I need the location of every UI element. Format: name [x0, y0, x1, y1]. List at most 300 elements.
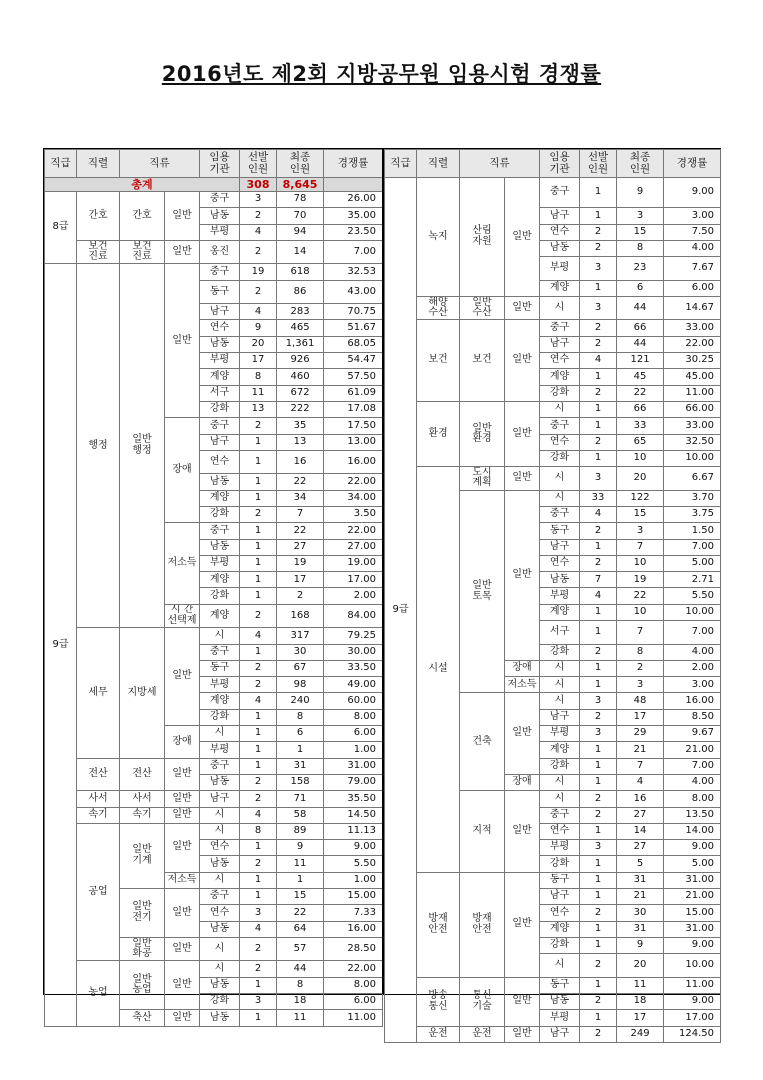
rate-cell: 6.67 [664, 467, 721, 491]
agency-cell: 남동 [200, 474, 240, 490]
selected-cell: 11 [240, 385, 277, 401]
agency-cell: 남구 [540, 539, 580, 555]
agency-cell: 남동 [540, 240, 580, 256]
rate-cell: 21.00 [664, 742, 721, 758]
final-cell: 9 [617, 178, 664, 208]
header-series: 직렬 [417, 150, 460, 178]
final-cell: 16 [617, 791, 664, 807]
rate-cell: 7.00 [664, 621, 721, 645]
rate-cell: 33.50 [324, 660, 383, 676]
agency-cell: 강화 [540, 937, 580, 953]
rate-cell: 6.00 [664, 280, 721, 296]
selected-cell: 4 [240, 304, 277, 320]
final-cell: 18 [617, 993, 664, 1009]
selected-cell: 20 [240, 336, 277, 352]
final-cell: 66 [617, 401, 664, 417]
selected-cell: 19 [240, 264, 277, 280]
class-sub-cell: 일반 [165, 823, 200, 872]
final-cell: 65 [617, 434, 664, 450]
final-cell: 29 [617, 726, 664, 742]
header-class: 직류 [120, 150, 200, 178]
agency-cell: 남동 [200, 774, 240, 790]
rate-cell: 1.50 [664, 523, 721, 539]
selected-cell: 17 [240, 353, 277, 369]
rate-cell: 9.00 [664, 840, 721, 856]
class-sub-cell: 일반 [505, 693, 540, 774]
selected-cell: 1 [240, 726, 277, 742]
agency-cell: 시 [540, 467, 580, 491]
selected-cell: 1 [580, 677, 617, 693]
selected-cell: 1 [240, 490, 277, 506]
series-cell: 속기 [77, 807, 120, 823]
rate-cell: 3.00 [664, 208, 721, 224]
final-cell: 34 [277, 490, 324, 506]
class-sub-cell: 일반 [165, 888, 200, 937]
agency-cell: 부평 [200, 224, 240, 240]
agency-cell: 계양 [200, 693, 240, 709]
header-agency: 임용 기관 [200, 150, 240, 178]
agency-cell: 계양 [540, 742, 580, 758]
final-cell: 15 [617, 506, 664, 522]
selected-cell: 4 [580, 506, 617, 522]
final-cell: 19 [617, 572, 664, 588]
rate-cell: 49.00 [324, 677, 383, 693]
selected-cell: 2 [240, 961, 277, 977]
selected-cell: 1 [580, 369, 617, 385]
selected-cell: 2 [240, 418, 277, 434]
class-sub-cell: 시 간 선택제 [165, 604, 200, 628]
agency-cell: 남구 [540, 1026, 580, 1042]
final-cell: 45 [617, 369, 664, 385]
agency-cell: 중구 [200, 523, 240, 539]
selected-cell: 1 [580, 660, 617, 676]
selected-cell: 2 [580, 434, 617, 450]
agency-cell: 시 [540, 677, 580, 693]
agency-cell: 강화 [540, 856, 580, 872]
rate-cell: 57.50 [324, 369, 383, 385]
final-cell: 19 [277, 555, 324, 571]
selected-cell: 1 [580, 758, 617, 774]
class-sub-cell: 일반 [505, 791, 540, 872]
rate-cell: 3.50 [324, 506, 383, 522]
agency-cell: 남구 [540, 709, 580, 725]
class-cell: 일반 행정 [120, 264, 165, 628]
agency-cell: 계양 [540, 604, 580, 620]
header-final: 최종 인원 [617, 150, 664, 178]
rate-cell: 34.00 [324, 490, 383, 506]
rate-cell: 9.00 [664, 993, 721, 1009]
selected-cell: 3 [580, 726, 617, 742]
selected-cell: 1 [580, 401, 617, 417]
final-cell: 86 [277, 280, 324, 304]
selected-cell: 1 [240, 588, 277, 604]
rate-cell: 4.00 [664, 240, 721, 256]
selected-cell: 1 [240, 523, 277, 539]
left-table-half [44, 149, 382, 1023]
table-row [385, 320, 721, 336]
rate-cell: 43.00 [324, 280, 383, 304]
rate-cell: 32.50 [664, 434, 721, 450]
final-cell: 11 [277, 856, 324, 872]
final-cell: 158 [277, 774, 324, 790]
selected-cell: 1 [580, 621, 617, 645]
final-cell: 11 [617, 977, 664, 993]
selected-cell: 3 [580, 257, 617, 281]
selected-cell: 2 [580, 224, 617, 240]
rate-cell: 22.00 [664, 336, 721, 352]
class-cell: 일반 환경 [460, 401, 505, 466]
rate-cell: 7.00 [664, 539, 721, 555]
selected-cell: 1 [580, 418, 617, 434]
rate-cell: 7.00 [324, 240, 383, 264]
agency-cell: 시 [540, 296, 580, 320]
agency-cell: 강화 [540, 450, 580, 466]
selected-cell: 1 [240, 709, 277, 725]
selected-cell: 4 [240, 693, 277, 709]
selected-cell: 1 [580, 823, 617, 839]
selected-cell: 4 [240, 921, 277, 937]
final-cell: 1 [277, 742, 324, 758]
selected-cell: 1 [240, 872, 277, 888]
selected-cell: 1 [580, 208, 617, 224]
class-sub-cell: 저소득 [165, 523, 200, 604]
final-cell: 11 [277, 1010, 324, 1026]
selected-cell: 1 [240, 977, 277, 993]
class-cell: 일반 수산 [460, 296, 505, 320]
selected-cell: 2 [580, 644, 617, 660]
final-cell: 20 [617, 954, 664, 978]
rate-cell: 61.09 [324, 385, 383, 401]
class-sub-cell: 일반 [165, 758, 200, 791]
agency-cell: 연수 [540, 434, 580, 450]
final-cell: 283 [277, 304, 324, 320]
header-series: 직렬 [77, 150, 120, 178]
selected-cell: 1 [240, 434, 277, 450]
selected-cell: 1 [580, 872, 617, 888]
selected-cell: 2 [240, 604, 277, 628]
agency-cell: 부평 [540, 588, 580, 604]
header-grade: 직급 [385, 150, 417, 178]
rate-cell: 84.00 [324, 604, 383, 628]
table-row [45, 807, 383, 823]
selected-cell: 1 [580, 937, 617, 953]
agency-cell: 남동 [540, 572, 580, 588]
final-cell: 8 [617, 240, 664, 256]
header-selected: 선발 인원 [580, 150, 617, 178]
agency-cell: 시 [200, 726, 240, 742]
series-cell: 운전 [417, 1026, 460, 1042]
rate-cell: 9.00 [664, 937, 721, 953]
agency-cell: 계양 [540, 921, 580, 937]
rate-cell: 33.00 [664, 418, 721, 434]
class-cell: 지적 [460, 791, 505, 872]
right-header-row [385, 150, 721, 178]
selected-cell: 2 [580, 523, 617, 539]
class-cell: 운전 [460, 1026, 505, 1042]
agency-cell: 동구 [200, 660, 240, 676]
class-sub-cell: 일반 [165, 192, 200, 241]
rate-cell: 7.00 [664, 758, 721, 774]
rate-cell: 79.00 [324, 774, 383, 790]
selected-cell: 2 [580, 1026, 617, 1042]
selected-cell: 1 [580, 178, 617, 208]
agency-cell: 계양 [540, 280, 580, 296]
final-cell: 13 [277, 434, 324, 450]
selected-cell: 1 [580, 604, 617, 620]
agency-cell: 연수 [200, 320, 240, 336]
selected-cell: 1 [240, 555, 277, 571]
rate-cell: 32.53 [324, 264, 383, 280]
series-cell: 행정 [77, 264, 120, 628]
agency-cell: 남구 [540, 208, 580, 224]
series-cell: 방송 통신 [417, 977, 460, 1026]
final-cell: 30 [277, 644, 324, 660]
final-cell: 222 [277, 401, 324, 417]
rate-cell: 23.50 [324, 224, 383, 240]
agency-cell: 서구 [540, 621, 580, 645]
selected-cell: 2 [580, 791, 617, 807]
series-cell: 간호 [77, 192, 120, 241]
final-cell: 57 [277, 937, 324, 961]
selected-cell: 8 [240, 823, 277, 839]
table-row [385, 977, 721, 993]
rate-cell: 45.00 [664, 369, 721, 385]
rate-cell: 15.00 [324, 888, 383, 904]
agency-cell: 남동 [200, 336, 240, 352]
header-rate: 경쟁률 [324, 150, 383, 178]
final-cell: 5 [617, 856, 664, 872]
final-cell: 9 [617, 937, 664, 953]
rate-cell: 7.67 [664, 257, 721, 281]
rate-cell: 7.33 [324, 905, 383, 921]
final-cell: 14 [617, 823, 664, 839]
agency-cell: 강화 [200, 506, 240, 522]
agency-cell: 중구 [200, 418, 240, 434]
selected-cell: 2 [580, 240, 617, 256]
agency-cell: 시 [200, 937, 240, 961]
selected-cell: 1 [240, 758, 277, 774]
agency-cell: 서구 [200, 385, 240, 401]
agency-cell: 부평 [540, 840, 580, 856]
rate-cell: 26.00 [324, 192, 383, 208]
agency-cell: 남구 [200, 304, 240, 320]
selected-cell: 1 [580, 742, 617, 758]
series-cell: 보건 진료 [77, 240, 120, 264]
final-cell: 926 [277, 353, 324, 369]
rate-cell: 124.50 [664, 1026, 721, 1042]
selected-cell: 1 [580, 539, 617, 555]
agency-cell: 연수 [540, 224, 580, 240]
class-cell: 보건 [460, 320, 505, 401]
final-cell: 3 [617, 677, 664, 693]
agency-cell: 남동 [200, 977, 240, 993]
header-selected: 선발 인원 [240, 150, 277, 178]
agency-cell: 강화 [540, 385, 580, 401]
final-cell: 8 [617, 644, 664, 660]
class-cell: 도시 계획 [460, 467, 505, 491]
selected-cell: 2 [580, 555, 617, 571]
selected-cell: 3 [240, 192, 277, 208]
final-cell: 122 [617, 490, 664, 506]
rate-cell: 8.00 [324, 709, 383, 725]
agency-cell: 강화 [200, 993, 240, 1009]
rate-cell: 14.67 [664, 296, 721, 320]
agency-cell: 시 [200, 961, 240, 977]
class-sub-cell: 일반 [165, 937, 200, 961]
class-cell: 보건 진료 [120, 240, 165, 264]
final-cell: 17 [617, 1010, 664, 1026]
final-cell: 10 [617, 555, 664, 571]
final-cell: 21 [617, 742, 664, 758]
agency-cell: 시 [200, 823, 240, 839]
series-cell: 전산 [77, 758, 120, 791]
selected-cell: 2 [580, 320, 617, 336]
agency-cell: 계양 [200, 572, 240, 588]
page-title: 2016년도 제2회 지방공무원 임용시험 경쟁률 [161, 62, 602, 86]
final-cell: 672 [277, 385, 324, 401]
class-sub-cell: 일반 [505, 872, 540, 977]
final-cell: 465 [277, 320, 324, 336]
agency-cell: 중구 [200, 758, 240, 774]
selected-cell: 2 [240, 856, 277, 872]
final-cell: 1,361 [277, 336, 324, 352]
final-cell: 3 [617, 208, 664, 224]
agency-cell: 연수 [200, 905, 240, 921]
agency-cell: 시 [200, 628, 240, 644]
table-row [385, 401, 721, 417]
total-final: 8,645 [277, 178, 324, 192]
table-row [385, 467, 721, 491]
rate-cell: 30.25 [664, 353, 721, 369]
selected-cell: 1 [580, 774, 617, 790]
header-rate: 경쟁률 [664, 150, 721, 178]
selected-cell: 2 [240, 774, 277, 790]
rate-cell: 3.70 [664, 490, 721, 506]
agency-cell: 남동 [200, 856, 240, 872]
final-cell: 18 [277, 993, 324, 1009]
rate-cell: 2.71 [664, 572, 721, 588]
class-cell: 일반 농업 [120, 961, 165, 1010]
selected-cell: 2 [240, 208, 277, 224]
table-row [385, 178, 721, 208]
series-cell: 방재 안전 [417, 872, 460, 977]
class-cell: 축산 [120, 1010, 165, 1026]
final-cell: 4 [617, 774, 664, 790]
final-cell: 240 [277, 693, 324, 709]
agency-cell: 남구 [200, 791, 240, 807]
selected-cell: 2 [240, 677, 277, 693]
selected-cell: 9 [240, 320, 277, 336]
selected-cell: 1 [240, 644, 277, 660]
class-sub-cell: 일반 [165, 1010, 200, 1026]
selected-cell: 33 [580, 490, 617, 506]
final-cell: 35 [277, 418, 324, 434]
agency-cell: 남구 [200, 434, 240, 450]
agency-cell: 동구 [540, 872, 580, 888]
agency-cell: 부평 [540, 1010, 580, 1026]
agency-cell: 부평 [200, 742, 240, 758]
selected-cell: 4 [240, 807, 277, 823]
rate-cell: 17.50 [324, 418, 383, 434]
final-cell: 2 [617, 660, 664, 676]
class-sub-cell: 저소득 [505, 677, 540, 693]
agency-cell: 시 [540, 693, 580, 709]
class-sub-cell: 장애 [165, 418, 200, 523]
selected-cell: 1 [240, 539, 277, 555]
agency-cell: 시 [200, 807, 240, 823]
selected-cell: 2 [580, 709, 617, 725]
agency-cell: 강화 [200, 401, 240, 417]
final-cell: 7 [277, 506, 324, 522]
table-row [45, 628, 383, 644]
final-cell: 78 [277, 192, 324, 208]
table-row [45, 823, 383, 839]
table-row [45, 264, 383, 280]
agency-cell: 강화 [200, 588, 240, 604]
agency-cell: 연수 [540, 555, 580, 571]
class-cell: 간호 [120, 192, 165, 241]
final-cell: 9 [277, 840, 324, 856]
agency-cell: 중구 [200, 644, 240, 660]
rate-cell: 5.00 [664, 856, 721, 872]
class-cell: 일반 토목 [460, 490, 505, 693]
rate-cell: 33.00 [664, 320, 721, 336]
final-cell: 7 [617, 758, 664, 774]
final-cell: 17 [277, 572, 324, 588]
agency-cell: 시 [540, 954, 580, 978]
series-cell: 환경 [417, 401, 460, 466]
class-cell: 일반 기계 [120, 823, 165, 888]
selected-cell: 1 [240, 742, 277, 758]
agency-cell: 시 [540, 791, 580, 807]
rate-cell: 5.50 [664, 588, 721, 604]
series-cell: 해양 수산 [417, 296, 460, 320]
agency-cell: 부평 [200, 555, 240, 571]
grade-cell: 9급 [45, 264, 77, 1026]
rate-cell: 1.00 [324, 872, 383, 888]
agency-cell: 중구 [540, 320, 580, 336]
table-row [45, 192, 383, 208]
class-sub-cell: 장애 [165, 726, 200, 759]
selected-cell: 2 [580, 385, 617, 401]
rate-cell: 22.00 [324, 474, 383, 490]
final-cell: 10 [617, 604, 664, 620]
rate-cell: 31.00 [664, 872, 721, 888]
selected-cell: 1 [240, 840, 277, 856]
selected-cell: 1 [580, 450, 617, 466]
series-cell: 세무 [77, 628, 120, 758]
final-cell: 31 [277, 758, 324, 774]
final-cell: 30 [617, 905, 664, 921]
selected-cell: 4 [240, 628, 277, 644]
table-row [385, 1026, 721, 1042]
rate-cell: 66.00 [664, 401, 721, 417]
agency-cell: 연수 [200, 840, 240, 856]
final-cell: 21 [617, 888, 664, 904]
agency-cell: 연수 [540, 905, 580, 921]
rate-cell: 10.00 [664, 604, 721, 620]
rate-cell: 14.00 [664, 823, 721, 839]
agency-cell: 남구 [540, 888, 580, 904]
agency-cell: 중구 [540, 506, 580, 522]
selected-cell: 3 [240, 905, 277, 921]
agency-cell: 남동 [200, 1010, 240, 1026]
selected-cell: 1 [240, 450, 277, 474]
final-cell: 64 [277, 921, 324, 937]
final-cell: 15 [617, 224, 664, 240]
rate-cell: 5.50 [324, 856, 383, 872]
final-cell: 14 [277, 240, 324, 264]
